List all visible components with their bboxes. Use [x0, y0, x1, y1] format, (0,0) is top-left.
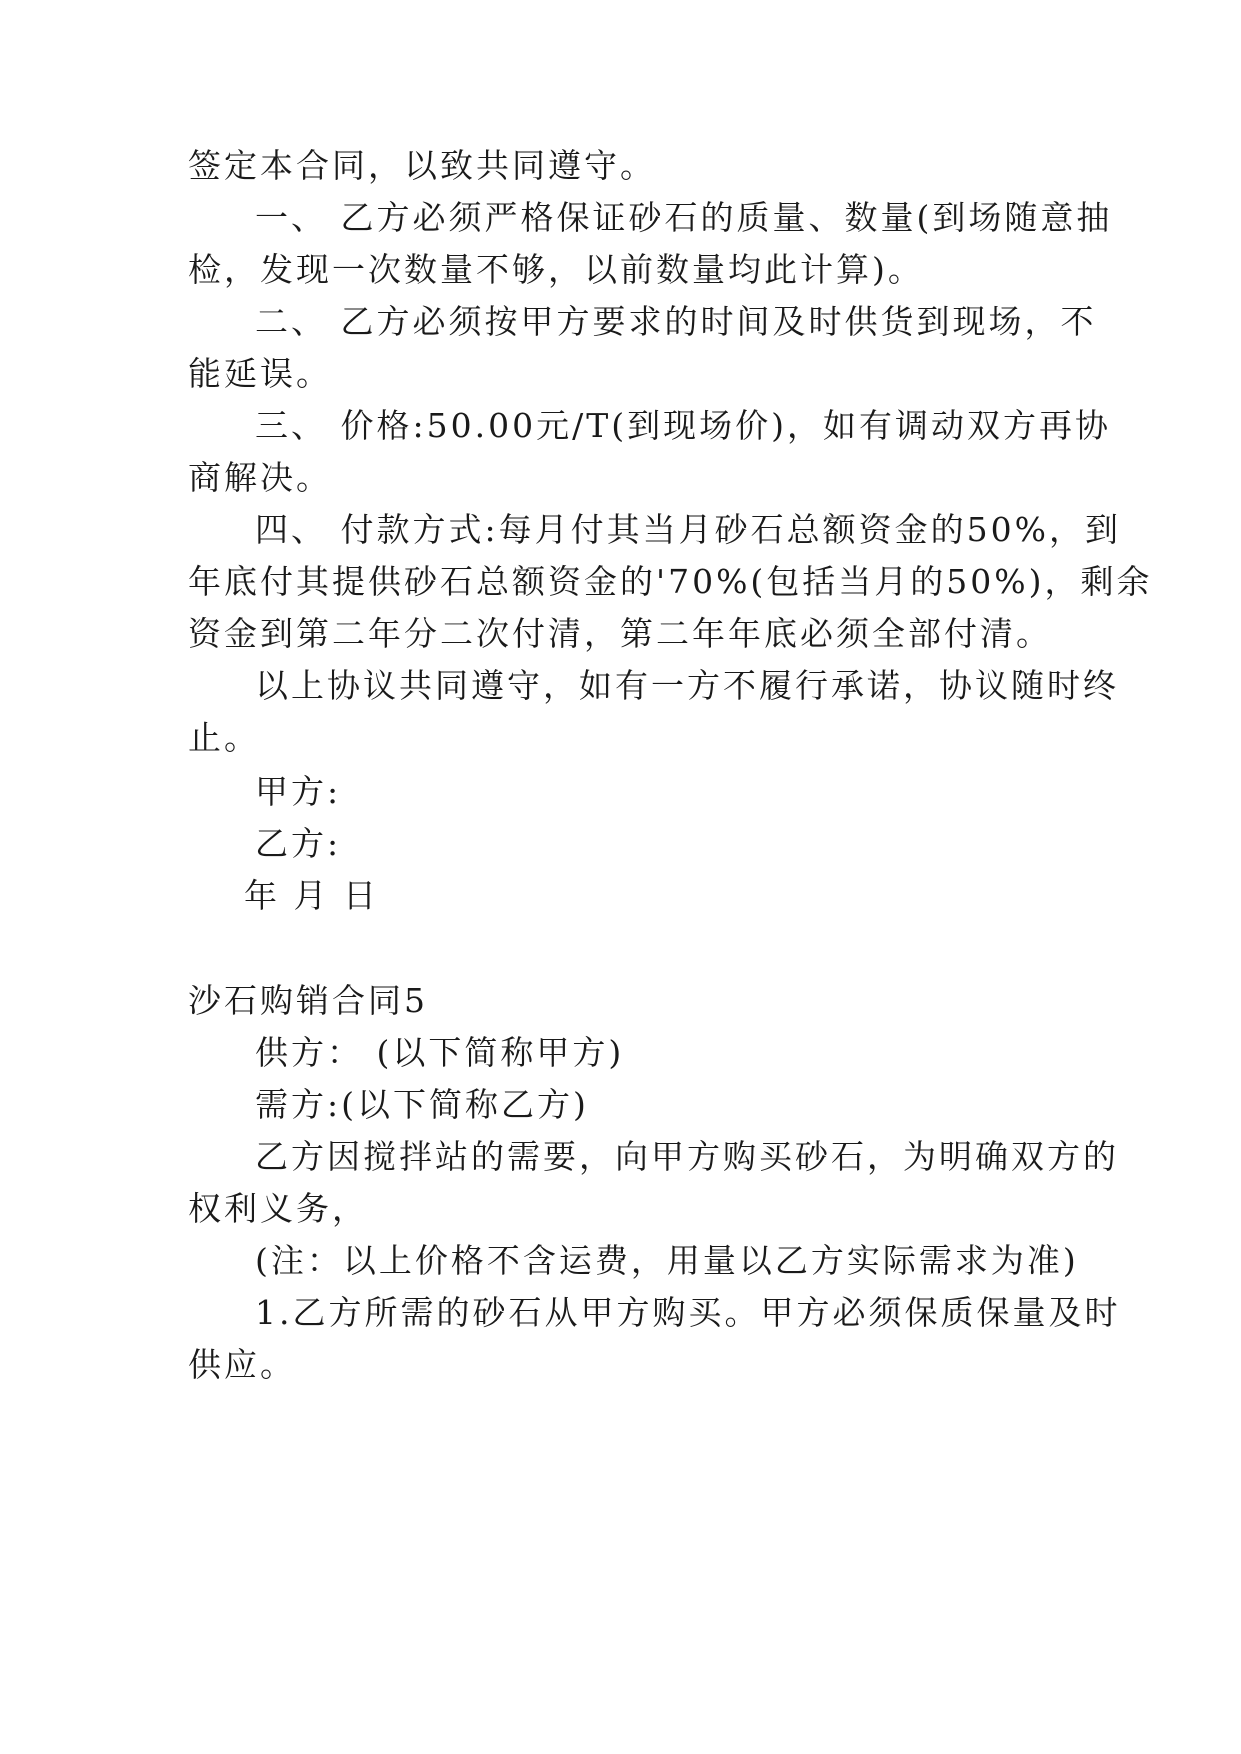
clause-1-line: 一、 乙方必须严格保证砂石的质量、数量(到场随意抽 — [255, 198, 1113, 237]
item-1-continuation: 供应。 — [188, 1345, 296, 1384]
clause-3-line: 三、 价格:50.00元/T(到现场价)，如有调动双方再协 — [255, 406, 1111, 445]
party-a-label: 甲方: — [255, 772, 342, 811]
purpose-continuation: 权利义务， — [188, 1189, 368, 1228]
clause-4-continuation: 资金到第二年分二次付清，第二年年底必须全部付清。 — [188, 614, 1052, 653]
note-line: (注：以上价格不含运费，用量以乙方实际需求为准) — [255, 1241, 1079, 1280]
clause-2-continuation: 能延误。 — [188, 354, 332, 393]
section-title: 沙石购销合同5 — [188, 981, 428, 1020]
date-line: 年 月 日 — [244, 876, 379, 915]
clause-3-continuation: 商解决。 — [188, 458, 332, 497]
item-1-line: 1.乙方所需的砂石从甲方购买。甲方必须保质保量及时 — [255, 1293, 1121, 1332]
party-b-label: 乙方: — [255, 824, 342, 863]
clause-1-continuation: 检，发现一次数量不够，以前数量均此计算)。 — [188, 250, 924, 289]
clause-2-line: 二、 乙方必须按甲方要求的时间及时供货到现场，不 — [255, 302, 1097, 341]
supplier-line: 供方： (以下简称甲方) — [255, 1033, 625, 1072]
paragraph-line: 签定本合同，以致共同遵守。 — [188, 146, 656, 185]
purpose-line: 乙方因搅拌站的需要，向甲方购买砂石，为明确双方的 — [255, 1137, 1119, 1176]
clause-4-continuation: 年底付其提供砂石总额资金的'70%(包括当月的50%)，剩余 — [188, 562, 1153, 601]
clause-4-line: 四、 付款方式:每月付其当月砂石总额资金的50%，到 — [255, 510, 1121, 549]
buyer-line: 需方:(以下简称乙方) — [255, 1085, 589, 1124]
agreement-line: 以上协议共同遵守，如有一方不履行承诺，协议随时终 — [255, 666, 1119, 705]
agreement-continuation: 止。 — [188, 718, 260, 757]
